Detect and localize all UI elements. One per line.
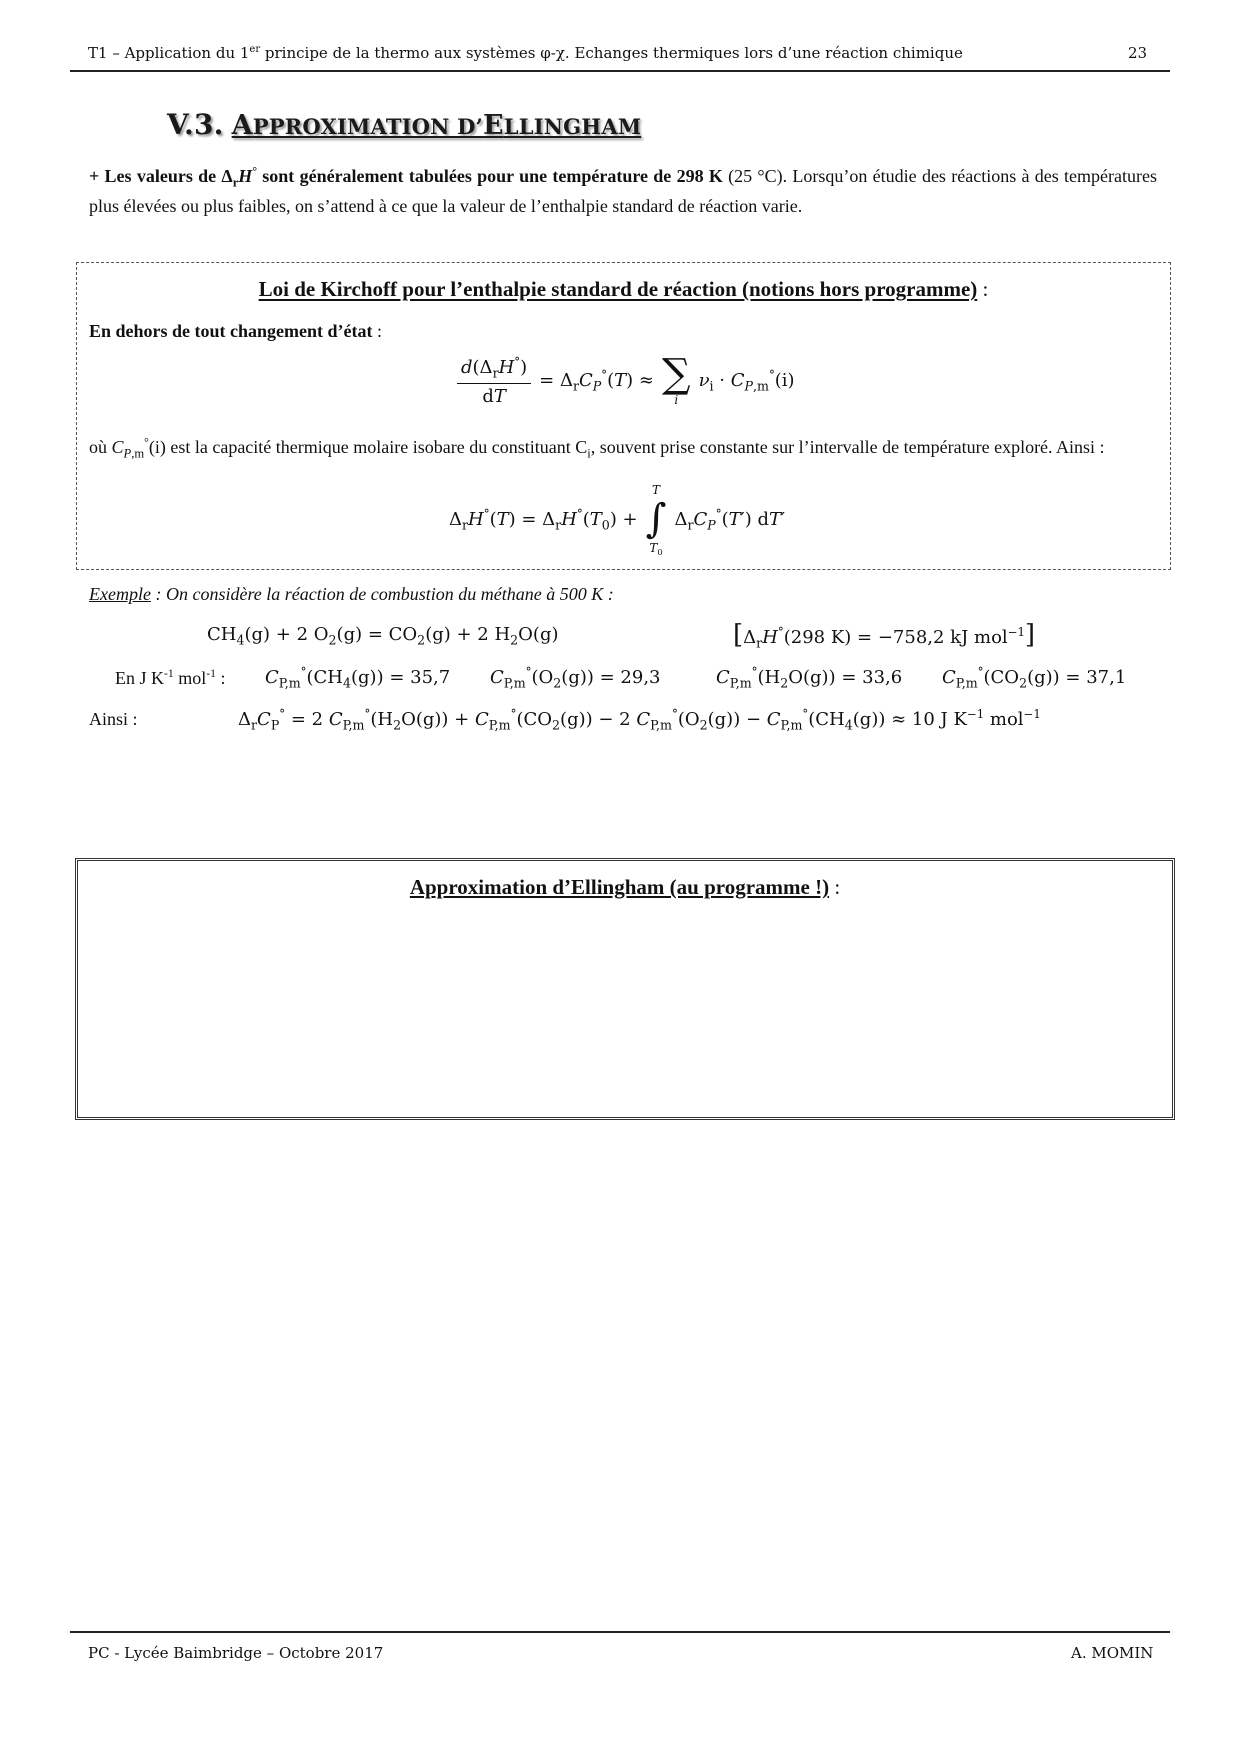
- cp-o2: $C_{P,m}^\circ(O_2(g)) = 29,3$: [490, 665, 661, 691]
- running-header: T1 – Application du 1er principe de la thermo aux systèmes φ-χ. Echanges thermiques lors d’une réaction chimique: [88, 44, 963, 62]
- ainsi-label: Ainsi :: [89, 709, 138, 729]
- footer-author: A. MOMIN: [1071, 1644, 1154, 1662]
- example-intro: Exemple : On considère la réaction de combustion du méthane à 500 K :: [89, 584, 614, 604]
- header-rule: [70, 70, 1170, 72]
- section-title: V.3. APPROXIMATION D’ELLINGHAM: [167, 108, 642, 141]
- kirchhoff-title: Loi de Kirchoff pour l’enthalpie standard de réaction (notions hors programme) :: [258, 277, 989, 301]
- cp-h2o: $C_{P,m}^\circ(H_2O(g)) = 33,6$: [716, 665, 903, 691]
- kirchhoff-where-text: où $C_{P,m}^\circ(i)$ est la capacité thermique molaire isobare du constituant $C_i$, souvent prise constante sur l’intervalle de température exploré. Ainsi :: [89, 436, 1105, 461]
- kirchhoff-box: [76, 262, 1171, 570]
- footer-rule: [70, 1631, 1170, 1633]
- kirchhoff-subtitle: En dehors de tout changement d’état :: [89, 321, 383, 341]
- standard-enthalpy: [$\Delta_rH^\circ(298$ K) = −758,2 kJ mol$^{-1}$]: [733, 620, 1036, 651]
- integral-equation: $\Delta_rH^\circ(T) = \Delta_rH^\circ(T_0)$ + T ∫ $T_0$ $\Delta_rC_P^\circ(T')$ dT′: [449, 483, 786, 557]
- units-label: En J $K^{-1}$ mol$^{-1}$ :: [115, 667, 226, 689]
- ellingham-title: Approximation d’Ellingham (au programme !) :: [409, 875, 841, 899]
- kirchhoff-equation: $\frac{d(\Delta_rH^\circ)}{dT}$ = $\Delta_rC_P^\circ(T)$ ≈ ∑ i $\nu_i \cdot C_{P,m}^\circ(i)$: [457, 355, 795, 407]
- delta-cp-equation: $\Delta_rC_P^\circ = 2$ $C_{P,m}^\circ(H_2O(g)) + C_{P,m}^\circ(CO_2(g)) - 2$ $C_{P,m}^\circ(O_2(g)) - C_{P,m}^\circ(CH_4(g)) \approx 10$ J $K^{-1}$ mol$^{-1}$: [238, 707, 1041, 733]
- page-number: 23: [1128, 44, 1148, 62]
- cp-co2: $C_{P,m}^\circ(CO_2(g)) = 37,1$: [942, 665, 1127, 691]
- footer-left: PC - Lycée Baimbridge – Octobre 2017: [88, 1644, 384, 1662]
- intro-paragraph: + Les valeurs de $\Delta_rH^\circ$ sont généralement tabulées pour une température de 298 K (25 °C). Lorsqu’on étudie des réactions à des températures plus élevées ou plus faibles, on s’attend à ce que la valeur de l’enthalpie standard de réaction varie.: [89, 165, 1157, 217]
- cp-ch4: $C_{P,m}^\circ(CH_4(g)) = 35,7$: [265, 665, 451, 691]
- ellingham-box: [75, 858, 1175, 1120]
- combustion-reaction: $CH_4(g) + 2$ $O_2(g) = CO_2(g) + 2$ $H_2O(g)$: [207, 624, 559, 648]
